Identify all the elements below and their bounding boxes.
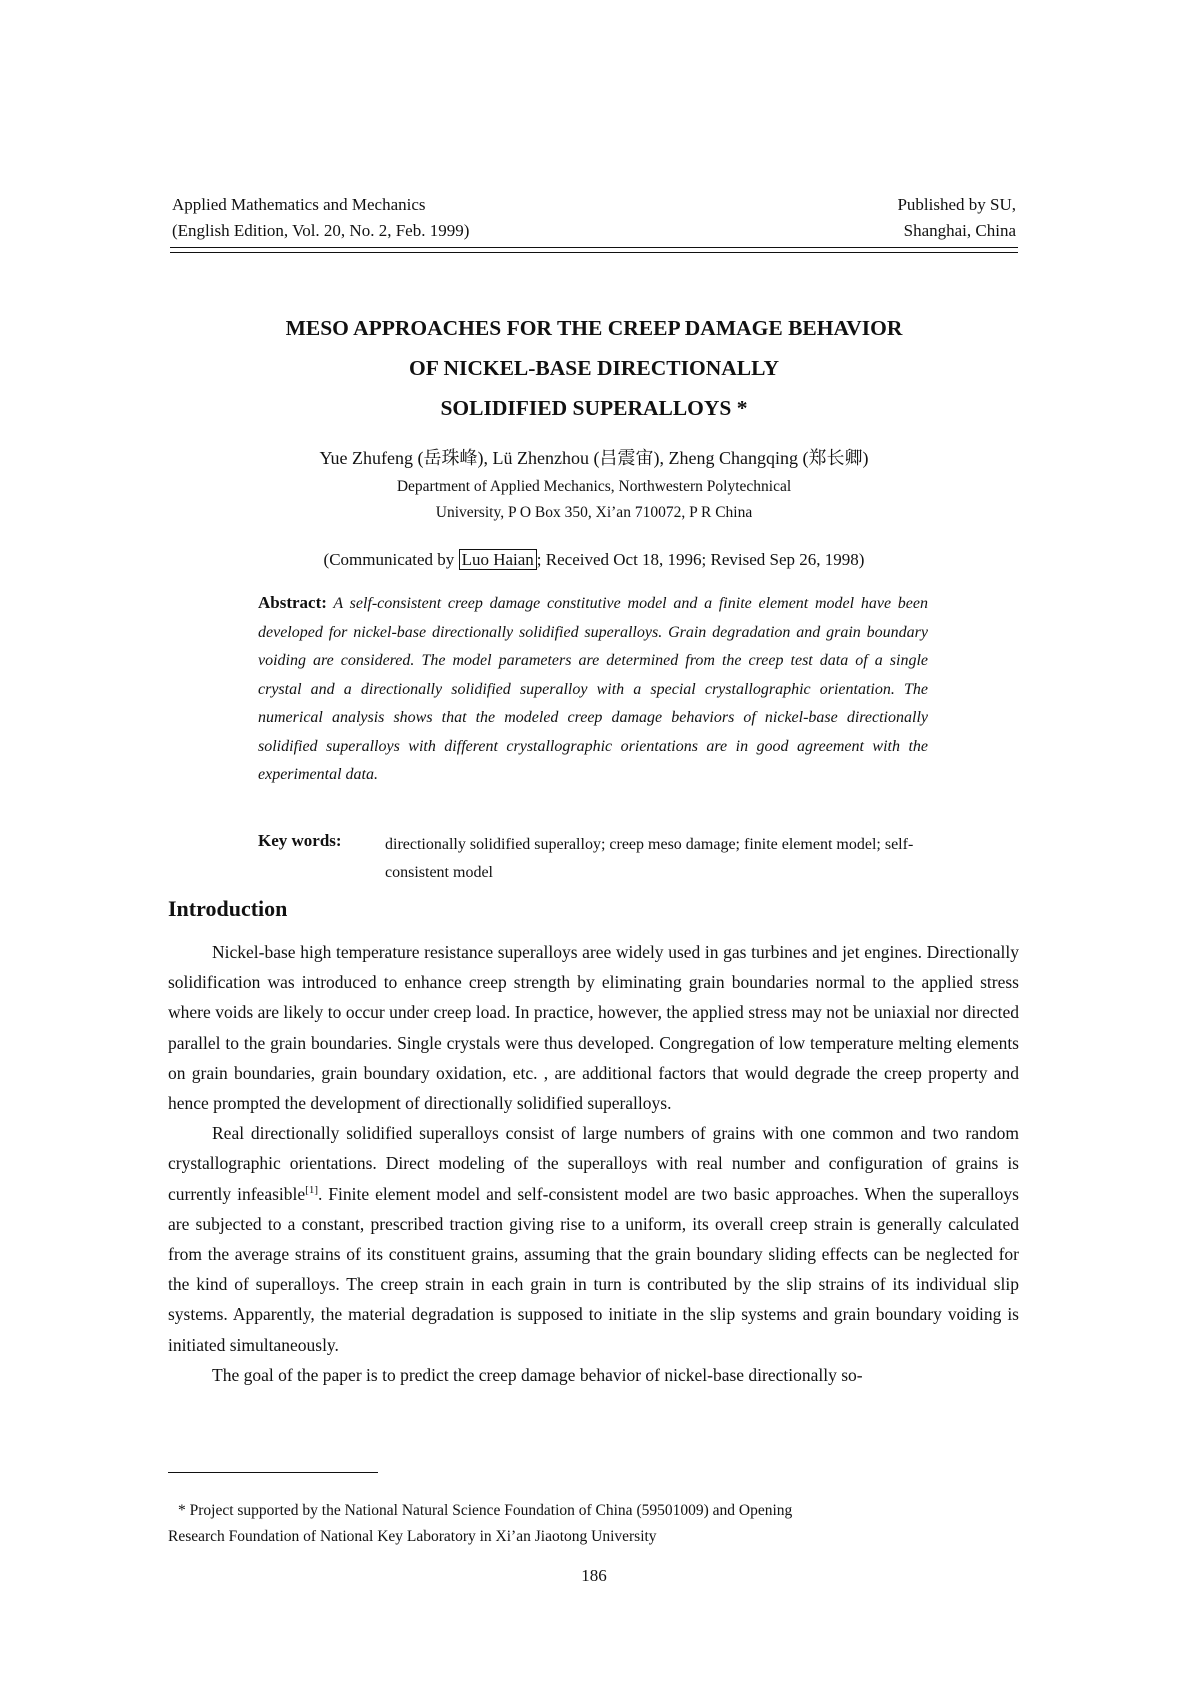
paragraph-3: The goal of the paper is to predict the creep damage behavior of nickel-base directionally so-: [212, 1364, 863, 1385]
abstract-label: Abstract:: [258, 593, 327, 612]
paragraph-2-part-a: Real directionally solidified superalloys consist of large numbers of grains with one common and two random crystallographic orientations. Direct modeling of the superalloys with real number and configuration of grains is currently infeasible: [168, 1123, 1019, 1204]
paragraph-2-part-b: . Finite element model and self-consistent model are two basic approaches. When the superalloys are subjected to a constant, prescribed traction giving rise to a uniform, its overall creep strain is generally calculated from the average strains of its constituent grains, assuming that the grain boundary sliding effects can be neglected for the kind of superalloys. The creep strain in each grain in turn is contributed by the slip strains of its individual slip systems. Apparently, the material degradation is supposed to initiate in the slip systems and grain boundary voiding is initiated simultaneously.: [168, 1183, 1019, 1355]
footnote-line-1: * Project supported by the National Natural Science Foundation of China (59501009) and Opening: [178, 1502, 793, 1519]
title-line-2: OF NICKEL-BASE DIRECTIONALLY: [409, 356, 779, 380]
paper-title: [170, 308, 1018, 428]
keywords-text: directionally solidified superalloy; creep meso damage; finite element model; self-consistent model: [385, 836, 914, 881]
abstract: [258, 589, 928, 790]
citation-ref: [1]: [305, 1183, 318, 1196]
header-rule-top: [170, 247, 1018, 248]
abstract-text: A self-consistent creep damage constitutive model and a finite element model have been developed for nickel-base directionally solidified superalloys. Grain degradation and grain boundary voiding are considered. The model parameters are determined from the creep test data of a single crystal and a directionally solidified superalloy with a special crystallographic orientation. The numerical analysis shows that the modeled creep damage behaviors of nickel-base directionally solidified superalloys with different crystallographic orientations are in good agreement with the experimental data.: [258, 595, 928, 783]
header-rule-bottom: [170, 252, 1018, 253]
page-number: 186: [581, 1566, 607, 1585]
publisher-header: [897, 192, 1016, 244]
affiliation-line-2: University, P O Box 350, Xi’an 710072, P R China: [435, 504, 753, 521]
footnote-line-2: Research Foundation of National Key Laboratory in Xi’an Jiaotong University: [168, 1528, 657, 1545]
affiliation-line-1: Department of Applied Mechanics, Northwestern Polytechnical: [396, 478, 792, 495]
footnote: [168, 1498, 1019, 1550]
communicated-name: Luo Haian: [459, 549, 537, 570]
section-title: Introduction: [168, 896, 288, 921]
keywords-label: Key words:: [258, 831, 342, 850]
affiliation: [170, 474, 1018, 526]
body-text: [168, 937, 1019, 1390]
title-line-3: SOLIDIFIED SUPERALLOYS *: [440, 396, 748, 420]
communicated-dates: ; Received Oct 18, 1996; Revised Sep 26, 1998): [536, 550, 865, 569]
communication-info: [170, 550, 1018, 570]
journal-name: Applied Mathematics and Mechanics: [172, 195, 426, 214]
footnote-rule: [168, 1472, 378, 1473]
journal-issue: (English Edition, Vol. 20, No. 2, Feb. 1999): [172, 221, 470, 240]
publisher-location: Shanghai, China: [903, 221, 1016, 240]
title-line-1: MESO APPROACHES FOR THE CREEP DAMAGE BEHAVIOR: [285, 316, 903, 340]
journal-header: [172, 192, 469, 244]
paragraph-2: [168, 1118, 1019, 1360]
publisher-name: Published by SU,: [897, 195, 1016, 214]
author-list: Yue Zhufeng (岳珠峰), Lü Zhenzhou (吕震宙), Zheng Changqing (郑长卿): [319, 448, 869, 468]
paragraph-1: Nickel-base high temperature resistance superalloys aree widely used in gas turbines and jet engines. Directionally solidification was introduced to enhance creep strength by eliminating grain boundaries normal to the applied stress where voids are likely to occur under creep load. In practice, however, the applied stress may not be uniaxial nor directed parallel to the grain boundaries. Single crystals were thus developed. Congregation of low temperature melting elements on grain boundaries, grain boundary oxidation, etc. , are additional factors that would degrade the creep property and hence prompted the development of directionally solidified superalloys.: [168, 942, 1019, 1114]
communicated-prefix: (Communicated by: [323, 550, 455, 569]
